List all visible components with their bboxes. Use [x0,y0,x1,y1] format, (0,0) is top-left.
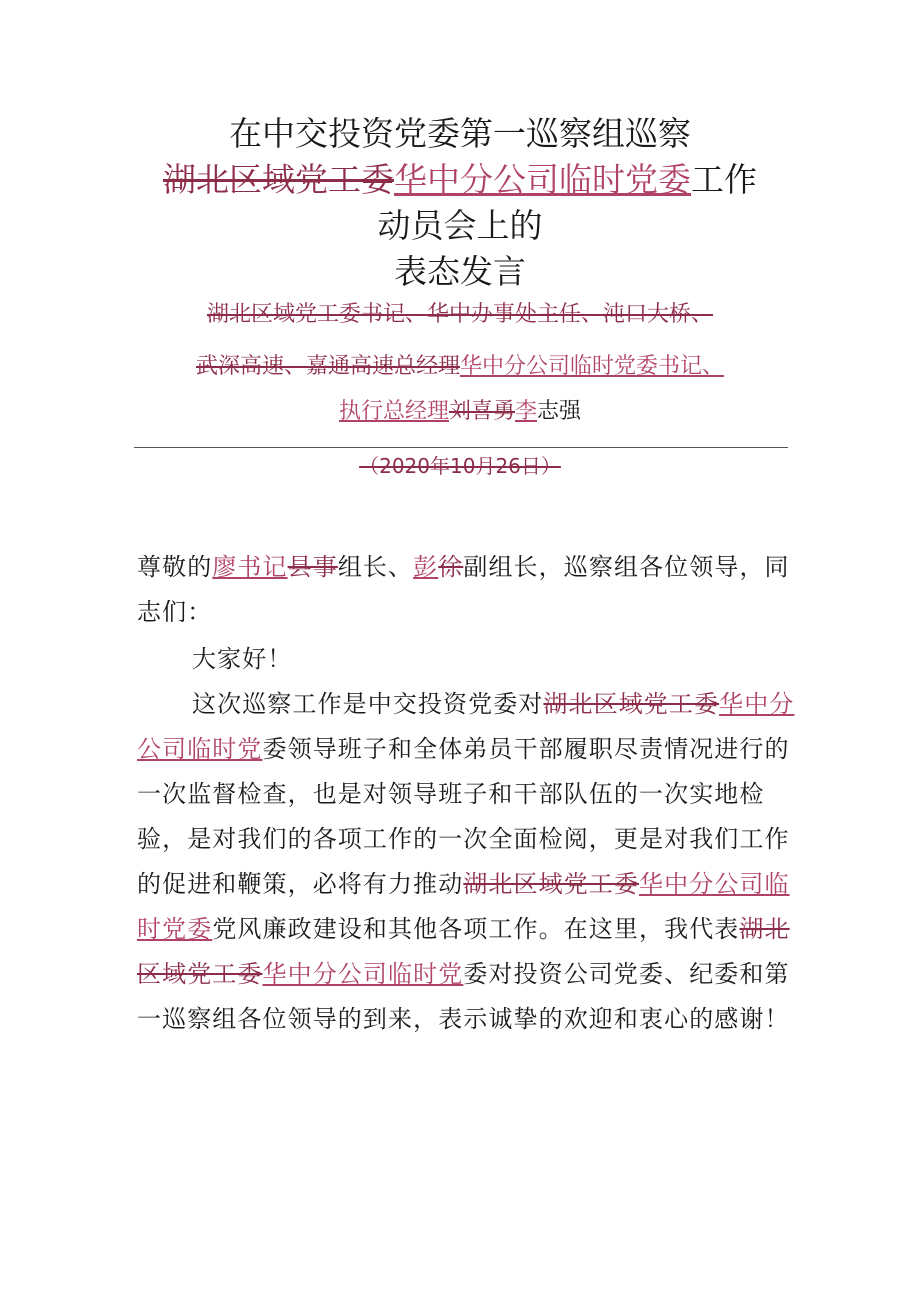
title-line-3-text: 动员会上的 [377,206,543,245]
body-paragraph [137,682,797,1042]
salutation-deleted-2: 徐 [438,553,464,581]
author-line-2 [0,352,920,382]
para-text-d: 委对投资公司党委、纪委和第一巡察组各位领导的到来，表示诚挚的欢迎和衷心的感谢！ [137,960,790,1033]
horizontal-rule [134,447,788,448]
author-deleted-name: 刘喜勇 [448,399,515,424]
title-line-2 [0,158,920,202]
author-line-3 [0,397,920,427]
title-line-2-tail: 工作 [691,160,757,199]
author-inserted-name: 李 [515,399,538,424]
para-inserted-c: 华中分公司临时党 [262,960,464,988]
date-line [0,452,920,480]
salutation-deleted-1: 县事 [287,553,338,581]
body-text [137,545,797,1042]
salutation-text-2: 组长、 [337,553,414,581]
title-deleted-text: 湖北区域党工委 [163,160,394,199]
salutation-inserted-2: 彭 [413,553,439,581]
title-line-3 [0,204,920,248]
title-line-1 [0,112,920,156]
title-line-4-text: 表态发言 [394,252,526,291]
greeting: 大家好！ [192,645,293,673]
salutation-inserted-1: 廖书记 [212,553,288,581]
salutation-text-3: 副组长，巡察组各位领导，同志们： [137,553,790,626]
para-inserted-b: 华中分公司临时党委 [137,870,790,943]
author-inserted-3: 执行总经理 [338,399,449,424]
para-deleted-c: 湖北区域党工委 [137,915,790,988]
para-deleted-b: 湖北区域党工委 [463,870,640,898]
para-deleted-a: 湖北区域党工委 [543,690,720,718]
author-line-1 [0,300,920,330]
title-line-1-text: 在中交投资党委第一巡察组巡察 [229,114,691,153]
para-text-c: 党风廉政建设和其他各项工作。在这里，我代表 [212,915,740,943]
date-deleted-text: （2020年10月26日） [359,454,561,478]
author-inserted-2: 华中分公司临时党委书记、 [460,354,725,379]
author-deleted-1: 湖北区域党工委书记、华中办事处主任、沌口大桥、 [206,302,713,327]
salutation-text-1: 尊敬的 [137,553,213,581]
salutation [137,545,797,635]
para-text-a: 这次巡察工作是中交投资党委对 [192,690,544,718]
title-inserted-text: 华中分公司临时党委 [394,160,691,199]
title-line-4 [0,250,920,294]
para-inserted-a: 华中分公司临时党 [137,690,795,763]
para-text-b: 委领导班子和全体弟员干部履职尽责情况进行的一次监督检查，也是对领导班子和干部队伍的一次实地检验，是对我们的各项工作的一次全面检阅，更是对我们工作的促进和鞭策，必将有力推动 [137,735,790,898]
author-deleted-2: 武深高速、嘉通高速总经理 [195,354,460,379]
author-name-tail: 志强 [537,399,582,424]
